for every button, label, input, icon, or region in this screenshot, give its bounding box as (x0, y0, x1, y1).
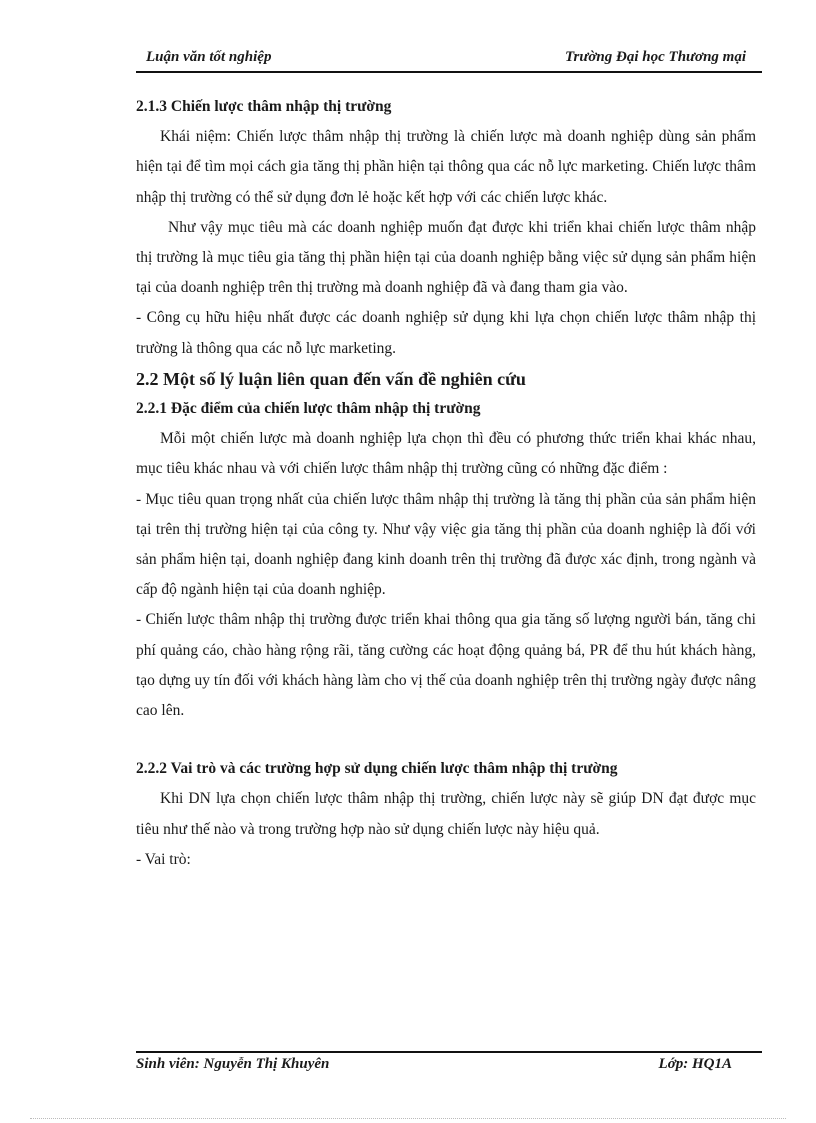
paragraph: - Vai trò: (136, 850, 191, 868)
paragraph: - Mục tiêu quan trọng nhất của chiến lược thâm nhập thị trường là tăng thị phần của sản phẩm hiện tại trên thị trường hiện tại của công ty. Như vậy việc gia tăng thị phần của doanh nghiệp là đối với sản phẩm hiện tại, doanh nghiệp đang kinh doanh trên thị trường đã được xác định, trong ngành và cấp độ ngành hiện tại của doanh nghiệp. (136, 490, 756, 599)
section-2-2-2-title: 2.2.2 Vai trò và các trường hợp sử dụng chiến lược thâm nhập thị trường (136, 760, 618, 778)
footer-rule (136, 1051, 762, 1053)
paragraph: - Công cụ hữu hiệu nhất được các doanh nghiệp sử dụng khi lựa chọn chiến lược thâm nhập thị trường là thông qua các nỗ lực marketing. (136, 309, 756, 357)
header-rule (136, 71, 762, 73)
page-footer (136, 1056, 762, 1078)
page-header (136, 49, 762, 71)
document-body (136, 92, 756, 875)
spacer (136, 726, 756, 754)
header-thesis-label: Luận văn tốt nghiệp (146, 49, 272, 65)
footer-class: Lớp: HQ1A (658, 1056, 732, 1072)
section-2-1-3-title: 2.1.3 Chiến lược thâm nhập thị trường (136, 98, 392, 115)
paragraph: Khái niệm: Chiến lược thâm nhập thị trường là chiến lược mà doanh nghiệp dùng sản phẩm hiện tại để tìm mọi cách gia tăng thị phần hiện tại thông qua các nỗ lực marketing. Chiến lược thâm nhập thị trường có thể sử dụng đơn lẻ hoặc kết hợp với các chiến lược khác. (136, 128, 756, 206)
page-edge (30, 1118, 786, 1119)
section-2-2-title: 2.2 Một số lý luận liên quan đến vấn đề nghiên cứu (136, 368, 526, 389)
paragraph: - Chiến lược thâm nhập thị trường được triển khai thông qua gia tăng số lượng người bán, tăng chi phí quảng cáo, chào hàng rộng rãi, tăng cường các hoạt động quảng bá, PR để thu hút khách hàng, tạo dựng uy tín đối với khách hàng làm cho vị thế của doanh nghiệp trên thị trường ngày được nâng cao lên. (136, 611, 756, 720)
header-university: Trường Đại học Thương mại (564, 49, 746, 65)
paragraph: Như vậy mục tiêu mà các doanh nghiệp muốn đạt được khi triển khai chiến lược thâm nhập thị trường là mục tiêu gia tăng thị phần hiện tại của doanh nghiệp bằng việc sử dụng sản phẩm hiện tại của doanh nghiệp trên thị trường mà doanh nghiệp đã và đang tham gia vào. (136, 218, 756, 297)
footer-student: Sinh viên: Nguyễn Thị Khuyên (136, 1056, 330, 1072)
section-2-2-1-title: 2.2.1 Đặc điểm của chiến lược thâm nhập thị trường (136, 400, 481, 418)
paragraph: Khi DN lựa chọn chiến lược thâm nhập thị trường, chiến lược này sẽ giúp DN đạt được mục tiêu như thế nào và trong trường hợp nào sử dụng chiến lược này hiệu quả. (136, 790, 756, 838)
paragraph: Mỗi một chiến lược mà doanh nghiệp lựa chọn thì đều có phương thức triển khai khác nhau, mục tiêu khác nhau và với chiến lược thâm nhập thị trường cũng có những đặc điểm : (136, 430, 756, 478)
